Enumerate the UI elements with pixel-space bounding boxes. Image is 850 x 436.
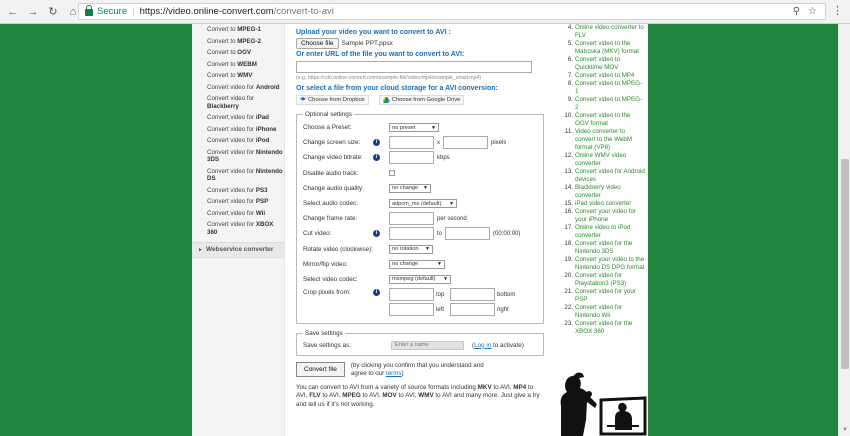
- left-menu-item-prefix: Convert video for: [207, 167, 256, 175]
- related-converter-link[interactable]: Convert video for your PSP: [575, 288, 636, 303]
- audio-codec-value: adpcm_ms (default): [392, 200, 442, 207]
- related-converter-link[interactable]: Online WMV video converter: [575, 152, 627, 167]
- left-menu-item-target: Wii: [255, 209, 266, 217]
- mirror-select[interactable]: [389, 260, 445, 269]
- left-menu-item-prefix: Convert to: [207, 60, 238, 68]
- related-converter-item[interactable]: [563, 112, 645, 128]
- url-input[interactable]: [296, 61, 532, 73]
- cut-end-input[interactable]: [445, 227, 490, 240]
- video-codec-value: msmpeg (default): [392, 276, 436, 283]
- size-separator: x: [437, 139, 440, 146]
- left-menu-item-target: PSP: [255, 198, 269, 205]
- cut-start-input[interactable]: [389, 227, 434, 240]
- video-codec-select[interactable]: [389, 275, 451, 284]
- related-converter-item[interactable]: [563, 184, 645, 200]
- left-menu-item-target: Nintendo DS: [207, 167, 283, 182]
- upload-title: Upload your video you want to convert to AVI :: [296, 29, 451, 36]
- preset-select[interactable]: [389, 123, 439, 132]
- desc-format: WMV: [418, 392, 434, 400]
- optional-settings-legend: Optional settings: [305, 111, 352, 118]
- menu-dots-icon[interactable]: ⋮: [832, 5, 843, 17]
- rotate-value: no rotation: [392, 246, 419, 253]
- desc-part: to AVI,: [360, 392, 383, 400]
- caret-down-icon: ▼: [437, 261, 442, 268]
- left-menu-item[interactable]: [192, 208, 284, 220]
- info-icon[interactable]: i: [373, 154, 380, 161]
- related-converters-list: [563, 24, 645, 336]
- left-menu-item-target: Nintendo 3DS: [207, 148, 283, 163]
- related-converter-item[interactable]: [563, 272, 645, 288]
- bitrate-input[interactable]: [389, 151, 434, 164]
- cloud-title: Or select a file from your cloud storage for a AVI conversion:: [296, 85, 498, 92]
- related-converter-link[interactable]: Convert video to the OGV format: [575, 112, 631, 127]
- related-converter-item[interactable]: [563, 24, 645, 40]
- convert-file-button[interactable]: Convert file: [296, 362, 345, 377]
- lock-icon: [85, 9, 93, 16]
- related-converter-link[interactable]: Video converter to convert to the WebM format (VP8): [575, 128, 632, 151]
- audio-codec-select[interactable]: [389, 199, 457, 208]
- crop-bottom-label: bottom: [497, 291, 516, 298]
- webservice-converter-link[interactable]: [192, 242, 284, 258]
- related-converter-link[interactable]: Convert your video to the Nintendo DS DPG format: [575, 256, 645, 271]
- related-converter-number: 13.: [564, 168, 573, 175]
- left-menu-item[interactable]: [192, 147, 284, 166]
- desc-format: MP4: [513, 384, 527, 392]
- disable-audio-checkbox[interactable]: [389, 170, 395, 176]
- left-menu-item[interactable]: [192, 82, 284, 94]
- related-converter-item[interactable]: [563, 200, 645, 208]
- left-menu-item-target: PS3: [255, 186, 268, 194]
- login-note: [472, 342, 524, 349]
- left-menu-item-target: iPhone: [255, 125, 277, 133]
- related-converter-item[interactable]: [563, 320, 645, 336]
- google-drive-icon: [383, 97, 390, 103]
- chevron-right-icon: ►: [198, 247, 203, 253]
- left-menu-item[interactable]: [192, 59, 284, 71]
- info-icon[interactable]: i: [373, 139, 380, 146]
- frame-rate-unit: per second: [437, 215, 467, 222]
- confirm-text: (by clicking you confirm that you understand and agree to our: [350, 362, 484, 378]
- confirm-close: ): [401, 370, 404, 378]
- left-menu-item-target: iPod: [255, 137, 270, 144]
- desc-part: to AVI,: [296, 384, 534, 400]
- dropbox-button[interactable]: [296, 95, 369, 105]
- related-converter-number: 9.: [567, 96, 573, 103]
- optional-settings: [296, 111, 544, 324]
- related-converter-number: 12.: [564, 152, 573, 159]
- left-background: [0, 24, 192, 436]
- terms-link[interactable]: terms: [385, 370, 402, 378]
- back-arrow-icon[interactable]: ←: [7, 5, 19, 18]
- left-menu-item-prefix: Convert video for: [207, 125, 256, 133]
- desc-format: MKV: [477, 384, 492, 392]
- crop-label: Crop pixels from:: [303, 289, 351, 297]
- related-converter-item[interactable]: [563, 288, 645, 304]
- left-menu-item-prefix: Convert to: [207, 26, 238, 33]
- left-menu-item[interactable]: [192, 93, 284, 112]
- crop-top-input[interactable]: [389, 288, 434, 301]
- related-converter-link[interactable]: Convert video to MPEG-1: [575, 80, 643, 95]
- settings-name-input[interactable]: Enter a name: [391, 341, 464, 350]
- rotate-select[interactable]: [389, 245, 433, 254]
- related-converter-number: 22.: [564, 304, 573, 311]
- dropbox-label: Choose from Dropbox: [308, 97, 365, 103]
- related-converter-number: 10.: [564, 112, 573, 119]
- left-menu-item-target: WMV: [237, 72, 253, 79]
- related-converter-item[interactable]: [563, 256, 645, 272]
- related-converter-item[interactable]: [563, 224, 645, 240]
- related-converter-item[interactable]: [563, 304, 645, 320]
- url-host: https://video.online-convert.com: [139, 6, 274, 17]
- rotate-label: Rotate video (clockwise):: [303, 245, 373, 253]
- mirror-label: Mirror/flip video:: [303, 260, 348, 268]
- left-menu-item-target: iPad: [255, 114, 269, 121]
- url-title: Or enter URL of the file you want to convert to AVI:: [296, 51, 465, 58]
- google-drive-label: Choose from Google Drive: [391, 97, 461, 103]
- right-background: [648, 24, 838, 436]
- size-unit: pixels: [491, 139, 507, 146]
- save-settings-label: Save settings as:: [303, 341, 351, 349]
- related-converter-number: 8.: [567, 80, 573, 87]
- left-menu-item[interactable]: [192, 47, 284, 59]
- cut-format-hint: (00:00:00): [493, 230, 521, 237]
- related-converter-item[interactable]: [563, 56, 645, 72]
- url-hint: (e.g. https://cdn.online-convert.com/example-file/video/mp4/example_small.mp4): [296, 75, 482, 81]
- related-converter-link[interactable]: Convert video for Nintendo Wii: [575, 304, 623, 319]
- left-menu-item[interactable]: [192, 124, 284, 136]
- related-converter-link[interactable]: Convert video for Android devices: [575, 168, 645, 183]
- left-menu-item-target: Android: [255, 83, 280, 91]
- related-converter-item[interactable]: [563, 80, 645, 96]
- related-converter-number: 23.: [564, 320, 573, 327]
- preset-label: Choose a Preset:: [303, 124, 352, 132]
- scrollbar-thumb[interactable]: [841, 159, 849, 369]
- bitrate-label: Change video bitrate:: [303, 154, 363, 162]
- related-converter-item[interactable]: [563, 40, 645, 56]
- caret-down-icon: ▼: [443, 276, 448, 283]
- desc-format: MPEG: [342, 392, 361, 400]
- left-menu-item-target: XBOX 360: [207, 221, 274, 236]
- presenter-silhouette-illustration: [553, 364, 648, 436]
- desc-format: FLV: [309, 392, 321, 400]
- related-converter-item[interactable]: [563, 168, 645, 184]
- left-menu-item-prefix: Convert video for: [207, 209, 256, 217]
- related-converter-link[interactable]: Convert video for the XBOX 360: [575, 320, 633, 335]
- left-menu-item[interactable]: [192, 36, 284, 48]
- related-converter-number: 19.: [564, 256, 573, 263]
- left-menu-item-prefix: Convert video for: [207, 95, 255, 102]
- cut-video-label: Cut video:: [303, 230, 332, 238]
- crop-left-input[interactable]: [389, 303, 434, 316]
- left-menu-item-prefix: Convert video for: [207, 221, 256, 228]
- left-menu-item-target: MPEG-2: [237, 37, 261, 45]
- related-converter-item[interactable]: [563, 208, 645, 224]
- left-menu-item[interactable]: [192, 70, 284, 82]
- google-drive-button[interactable]: [379, 95, 465, 105]
- left-menu-item-prefix: Convert to: [207, 72, 238, 79]
- address-divider: |: [132, 6, 135, 17]
- related-converter-link[interactable]: Convert your video for your iPhone: [575, 208, 636, 223]
- left-menu-item-target: OGV: [237, 49, 252, 56]
- browser-toolbar: [0, 0, 850, 24]
- related-converter-number: 5.: [567, 40, 573, 47]
- info-icon[interactable]: i: [373, 230, 380, 237]
- desc-part: to AVI,: [396, 392, 419, 400]
- left-menu-item-prefix: Convert video for: [207, 114, 256, 121]
- scroll-down-icon[interactable]: ▼: [842, 427, 848, 433]
- secure-label: Secure: [97, 6, 128, 17]
- height-input[interactable]: [443, 136, 488, 149]
- desc-part: to AVI,: [491, 384, 514, 392]
- confirm-note: [351, 362, 501, 378]
- related-converter-number: 16.: [564, 208, 573, 215]
- login-post: to activate): [491, 341, 524, 349]
- related-converter-number: 15.: [564, 200, 573, 207]
- related-converter-link[interactable]: Convert video to MP4: [575, 72, 635, 79]
- left-menu-item-prefix: Convert to: [207, 49, 238, 56]
- left-menu-item-prefix: Convert video for: [207, 148, 256, 156]
- url-path: /convert-to-avi: [273, 6, 334, 17]
- crop-right-label: right: [497, 306, 509, 313]
- audio-quality-label: Change audio quality:: [303, 184, 364, 192]
- reload-icon[interactable]: ↻: [48, 6, 58, 18]
- page: [0, 24, 850, 436]
- cut-to-label: to: [437, 230, 443, 237]
- caret-down-icon: ▼: [431, 124, 436, 131]
- related-converter-number: 17.: [564, 224, 573, 231]
- related-converter-number: 4.: [567, 24, 573, 31]
- left-menu-item[interactable]: [192, 24, 284, 36]
- crop-bottom-input[interactable]: [450, 288, 495, 301]
- crop-left-label: left: [436, 306, 445, 313]
- audio-quality-value: no change: [392, 185, 419, 192]
- disable-audio-label: Disable audio track:: [303, 169, 359, 177]
- width-input[interactable]: [389, 136, 434, 149]
- caret-down-icon: ▼: [425, 246, 430, 253]
- info-icon[interactable]: i: [373, 289, 380, 296]
- related-converter-link[interactable]: Convert video for Playstation3 (PS3): [575, 272, 627, 287]
- screen-size-label: Change screen size:: [303, 139, 361, 147]
- related-converter-number: 14.: [564, 184, 573, 191]
- left-menu-item[interactable]: [192, 196, 284, 208]
- related-converter-link[interactable]: iPad video converter: [575, 200, 632, 207]
- audio-codec-label: Select audio codec:: [303, 200, 358, 208]
- frame-rate-input[interactable]: [389, 212, 434, 225]
- login-pre: (: [472, 341, 475, 349]
- related-converter-number: 20.: [564, 272, 573, 279]
- vertical-scrollbar[interactable]: [838, 24, 850, 436]
- webservice-label: Webservice converter: [205, 246, 274, 253]
- related-converter-link[interactable]: Convert video to MPEG-2: [575, 96, 643, 111]
- bookmark-star-icon[interactable]: ☆: [808, 6, 817, 17]
- desc-format: MOV: [382, 392, 397, 400]
- related-converter-link[interactable]: Convert video to Quicktime MOV: [575, 56, 621, 71]
- chosen-file-name: Sample PPT.ppsx: [341, 40, 393, 47]
- choose-file-button[interactable]: Choose file: [296, 38, 339, 49]
- left-menu-item[interactable]: [192, 166, 284, 185]
- caret-down-icon: ▼: [423, 185, 428, 192]
- related-converter-number: 18.: [564, 240, 573, 247]
- related-converter-number: 11.: [564, 128, 573, 135]
- related-converter-number: 7.: [567, 72, 573, 79]
- desc-part: to AVI,: [320, 392, 343, 400]
- related-converter-link[interactable]: Blackberry video converter: [575, 184, 621, 199]
- left-menu-item-prefix: Convert video for: [207, 198, 256, 205]
- login-link[interactable]: Log in: [474, 341, 492, 349]
- save-settings: [296, 330, 544, 356]
- save-settings-legend: Save settings: [305, 330, 343, 338]
- left-menu-item-prefix: Convert video for: [207, 137, 256, 144]
- left-menu-item[interactable]: [192, 112, 284, 124]
- mirror-value: no change: [392, 261, 419, 268]
- left-menu-item-prefix: Convert to: [207, 37, 238, 45]
- related-converter-link[interactable]: Online video converter to FLV: [575, 24, 644, 39]
- preset-value: no preset: [392, 124, 416, 131]
- frame-rate-label: Change frame rate:: [303, 215, 358, 223]
- related-converter-item[interactable]: [563, 72, 645, 80]
- left-menu-item[interactable]: [192, 135, 284, 147]
- related-converter-item[interactable]: [563, 240, 645, 256]
- bitrate-unit: kbps: [437, 154, 450, 161]
- forward-arrow-icon[interactable]: →: [27, 5, 39, 18]
- caret-down-icon: ▼: [449, 200, 454, 207]
- left-menu-item-target: MPEG-1: [237, 26, 261, 33]
- related-converter-link[interactable]: Online video to iPod converter: [575, 224, 631, 239]
- left-menu-item[interactable]: [192, 219, 284, 238]
- left-menu-item-target: WEBM: [237, 60, 257, 68]
- desc-part: You can convert to AVI from a variety of source formats including: [296, 384, 478, 392]
- related-converter-item[interactable]: [563, 128, 645, 152]
- home-icon[interactable]: ⌂: [69, 5, 77, 18]
- related-converter-item[interactable]: [563, 96, 645, 112]
- address-bar[interactable]: [78, 3, 826, 20]
- description-text: [296, 384, 546, 409]
- related-converter-number: 21.: [564, 288, 573, 295]
- left-menu: [192, 24, 285, 436]
- crop-top-label: top: [436, 291, 445, 298]
- related-converter-number: 6.: [567, 56, 573, 63]
- search-icon[interactable]: ⚲: [792, 6, 801, 17]
- dropbox-icon: [300, 97, 306, 103]
- related-converter-link[interactable]: Convert video for the Nintendo 3DS: [575, 240, 633, 255]
- related-converter-link[interactable]: Convert video to the Matroska (MKV) format: [575, 40, 639, 55]
- left-menu-item-prefix: Convert video for: [207, 83, 256, 91]
- audio-quality-select[interactable]: [389, 184, 431, 193]
- left-menu-item-prefix: Convert video for: [207, 186, 256, 194]
- related-converter-item[interactable]: [563, 152, 645, 168]
- desc-part: to AVI and many more. Just give a try and tell us if it's not working.: [296, 392, 540, 408]
- video-codec-label: Select video codec:: [303, 275, 358, 283]
- left-menu-item-target: Blackberry: [207, 102, 239, 110]
- crop-right-input[interactable]: [450, 303, 495, 316]
- left-menu-item[interactable]: [192, 185, 284, 197]
- main-content: [296, 24, 554, 409]
